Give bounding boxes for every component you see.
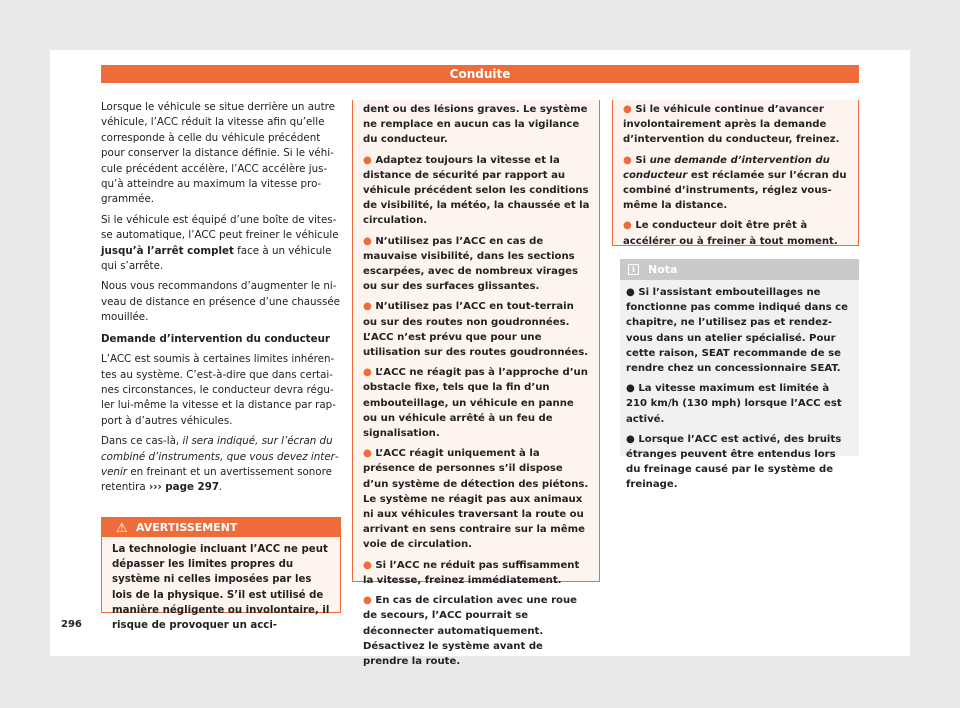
warning-continuation-box-2 (612, 100, 859, 246)
list-item-text: Le conducteur doit être prêt à accélérer ou à freiner à tout moment. (623, 220, 838, 247)
page-number: 296 (61, 619, 82, 630)
text: Dans ce cas-là, (101, 435, 183, 448)
list-item-text: Si le véhicule continue d’avancer involontairement après la demande d’intervention du conducteur, freinez. (623, 104, 840, 146)
bullet-icon: ● (626, 433, 639, 445)
paragraph-4: L’ACC est soumis à certaines limites inhérentes au système. C’est-à-dire que dans certaines circonstances, le conducteur devra réguler lui-même la vitesse et la distance par rapport à d’autres véhicules. (101, 353, 336, 427)
list-item-text: En cas de circulation avec une roue de secours, l’ACC pourrait se déconnecter automatiquement. Désactivez le système avant de prendre la route. (363, 595, 578, 667)
list-item-text: Lorsque l’ACC est activé, des bruits étranges peuvent être entendus lors du freinage causé par le système de freinage. (626, 433, 842, 491)
list-item (623, 218, 850, 248)
list-item (623, 102, 850, 148)
list-item (626, 285, 853, 376)
paragraph-5 (101, 434, 341, 496)
bullet-icon: ● (626, 383, 639, 395)
list-item (363, 558, 591, 588)
list-item-text: N’utilisez pas l’ACC en tout-terrain ou sur des routes non goudronnées. L’ACC n’est prévu que pour une utilisation sur des routes goudronnées. (363, 301, 589, 359)
list-item (623, 153, 850, 214)
list-item (363, 153, 591, 229)
bullet-icon: ● (363, 154, 376, 166)
list-item (363, 365, 591, 441)
list-item (363, 234, 591, 295)
bullet-icon: ● (363, 448, 376, 460)
italic-text: il sera indiqué, sur l’écran du combiné d’instruments, que vous devez intervenir (101, 435, 339, 478)
bullet-icon: ● (623, 104, 636, 115)
text: Si le véhicule est équipé d’une boîte de vitesse automatique, l’ACC peut freiner le véhicule (101, 213, 339, 242)
list-item-text: N’utilisez pas l’ACC en cas de mauvaise visibilité, dans les sections escarpées, avec de nombreux virages ou sur des surfaces glissantes. (363, 235, 579, 293)
bullet-icon: ● (363, 367, 376, 379)
list-item (626, 381, 853, 427)
list-item-text: Si l’ACC ne réduit pas suffisamment la vitesse, freinez immédiatement. (363, 559, 580, 586)
bullet-icon: ● (363, 559, 376, 571)
bullet-icon: ● (363, 301, 376, 313)
warning-header (102, 518, 340, 537)
list-item (363, 446, 591, 552)
bullet-icon: ● (363, 595, 376, 607)
list-item-text: L’ACC réagit uniquement à la présence de personnes s’il dispose d’un système de détection des piétons. Le système ne réagit pas aux animaux ni aux véhicules traversant la route ou arrivant en sens contraire sur la même voie de circulation. (363, 448, 589, 551)
list-item-text: Adaptez toujours la vitesse et la distance de sécurité par rapport au véhicule précédent selon les conditions de visibilité, la météo, la chaussée et la circulation. (363, 154, 590, 227)
list-item (626, 432, 853, 493)
subtitle: Demande d’intervention du conducteur (101, 332, 330, 345)
note-box (620, 259, 859, 491)
paragraph-3: Nous vous recommandons d’augmenter le niveau de distance en présence d’une chaussée mouillée. (101, 280, 340, 324)
warning-text: La technologie incluant l’ACC ne peut dépasser les limites propres du système ni celles imposées par les lois de la physique. S’il est utilisé de manière négligente ou involontaire, il risque de provoquer un acci- (112, 544, 330, 632)
section-header: Conduite (101, 65, 859, 83)
bullet-icon: ● (623, 154, 636, 166)
list-item (363, 593, 591, 669)
emphasis: jusqu’à l’arrêt complet (101, 244, 234, 257)
column-left (101, 100, 341, 501)
bullet-icon: ● (363, 235, 376, 247)
note-label: Nota (648, 263, 678, 276)
note-body (620, 280, 859, 493)
text: . (219, 481, 223, 494)
warning-label: AVERTISSEMENT (136, 521, 238, 534)
warning-continuation-box (352, 100, 600, 667)
text: est réclamée sur l’écran du combiné d’instruments, réglez vous-même la distance. (623, 169, 847, 212)
bullet-icon: ● (626, 287, 639, 298)
list-item-text: L’ACC ne réagit pas à l’approche d’un obstacle fixe, tels que la fin d’un embouteillage, un véhicule en panne ou un véhicule arrêté à un feu de signalisation. (363, 367, 588, 440)
warning-box (101, 517, 341, 632)
paragraph-1: Lorsque le véhicule se situe derrière un autre véhicule, l’ACC réduit la vitesse afin qu’elle corresponde à celle du véhicule précédent pour conserver la distance définie. Si le véhicule précédent accélère, l’ACC accélère jusqu’à atteindre au maximum la vitesse programmée. (101, 101, 335, 206)
page-reference-link[interactable]: ››› page 297 (148, 481, 220, 494)
list-item (363, 299, 591, 360)
text: face à un véhicule qui s’arrête. (101, 244, 332, 273)
warning-continued-text: dent ou des lésions graves. Le système ne remplace en aucun cas la vigilance du conducteur. (363, 104, 588, 146)
paragraph-2 (101, 213, 341, 275)
list-item-text: La vitesse maximum est limitée à 210 km/h (130 mph) lorsque l’ACC est activé. (626, 383, 842, 425)
bullet-icon: ● (623, 220, 636, 232)
note-header (620, 259, 859, 280)
warning-triangle-icon: ⚠ (116, 521, 128, 536)
text: Si (635, 154, 650, 166)
italic-text: une demande d’intervention du conducteur (623, 154, 830, 181)
info-icon: i (628, 264, 639, 275)
text: en freinant et un avertissement sonore retentira (101, 465, 332, 494)
list-item-text: Si l’assistant embouteillages ne fonctionne pas comme indiqué dans ce chapitre, ne l’utilisez pas et rendez-vous dans un atelier spécialisé. Pour cette raison, SEAT recommande de se rendre chez un concessionnaire SEAT. (626, 287, 848, 375)
